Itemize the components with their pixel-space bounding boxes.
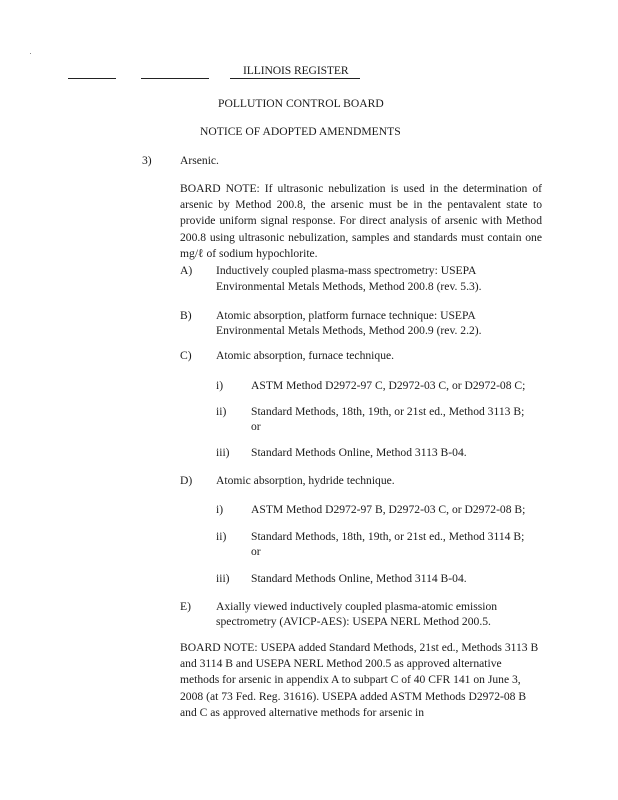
c-sub-label-ii: ii) xyxy=(216,405,227,418)
item-text-c: Atomic absorption, furnace technique. xyxy=(216,349,395,362)
item-text-a-line2: Environmental Metals Methods, Method 200.8 (rev. 5.3). xyxy=(216,280,482,293)
item-label-a: A) xyxy=(180,264,193,277)
c-sub-text-i: ASTM Method D2972-97 C, D2972-03 C, or D2972-08 C; xyxy=(251,379,526,392)
header-rule-left xyxy=(68,78,116,79)
item-text-e-line2: spectrometry (AVICP-AES): USEPA NERL Method 200.5. xyxy=(216,615,491,628)
d-sub-text-ii: Standard Methods, 18th, 19th, or 21st ed., Method 3114 B; xyxy=(251,530,525,543)
c-sub-label-i: i) xyxy=(216,379,224,392)
d-sub-text-iii: Standard Methods Online, Method 3114 B-04. xyxy=(251,572,467,585)
c-sub-label-iii: iii) xyxy=(216,446,230,459)
d-sub-label-ii: ii) xyxy=(216,530,227,543)
c-sub-text-ii-cont: or xyxy=(251,420,261,433)
board-note-2: BOARD NOTE: USEPA added Standard Methods, 21st ed., Methods 3113 B and 3114 B and USEPA NERL Method 200.5 as approved alternative methods for arsenic in appendix A to subpart C of 40 CFR 141 on June 3, 2008 (at 73 Fed. Reg. 31616). USEPA added ASTM Methods D2972-08 B and C as approved alternative methods for arsenic in xyxy=(180,641,539,719)
register-title: ILLINOIS REGISTER xyxy=(243,64,349,77)
item-text-d: Atomic absorption, hydride technique. xyxy=(216,474,395,487)
section-title: Arsenic. xyxy=(180,154,219,167)
d-sub-label-i: i) xyxy=(216,503,224,516)
item-label-e: E) xyxy=(180,600,191,613)
d-sub-text-ii-cont: or xyxy=(251,545,261,558)
item-label-d: D) xyxy=(180,474,193,487)
item-label-c: C) xyxy=(180,349,192,362)
board-note-1: BOARD NOTE: If ultrasonic nebulization is used in the determination of arsenic by Method 200.8, the arsenic must be in the pentavalent state to provide uniform signal response. For direct analysis of arsenic with Method 200.8 using ultrasonic nebulization, samples and standards must contain one mg/ℓ of sodium hypochlorite. xyxy=(180,182,542,260)
section-number: 3) xyxy=(142,154,152,167)
item-text-e-line1: Axially viewed inductively coupled plasma-atomic emission xyxy=(216,600,498,613)
notice-title: NOTICE OF ADOPTED AMENDMENTS xyxy=(200,125,401,138)
header-rule-mid xyxy=(141,78,209,79)
scan-speck xyxy=(30,53,31,54)
item-label-b: B) xyxy=(180,309,192,322)
item-text-b-line2: Environmental Metals Methods, Method 200.9 (rev. 2.2). xyxy=(216,324,482,337)
d-sub-text-i: ASTM Method D2972-97 B, D2972-03 C, or D2972-08 B; xyxy=(251,503,526,516)
c-sub-text-ii: Standard Methods, 18th, 19th, or 21st ed., Method 3113 B; xyxy=(251,405,525,418)
d-sub-label-iii: iii) xyxy=(216,572,230,585)
item-text-b-line1: Atomic absorption, platform furnace technique: USEPA xyxy=(216,309,476,322)
item-text-a-line1: Inductively coupled plasma-mass spectrometry: USEPA xyxy=(216,264,477,277)
c-sub-text-iii: Standard Methods Online, Method 3113 B-04. xyxy=(251,446,467,459)
board-title: POLLUTION CONTROL BOARD xyxy=(218,97,384,110)
header-rule-right xyxy=(230,78,360,79)
